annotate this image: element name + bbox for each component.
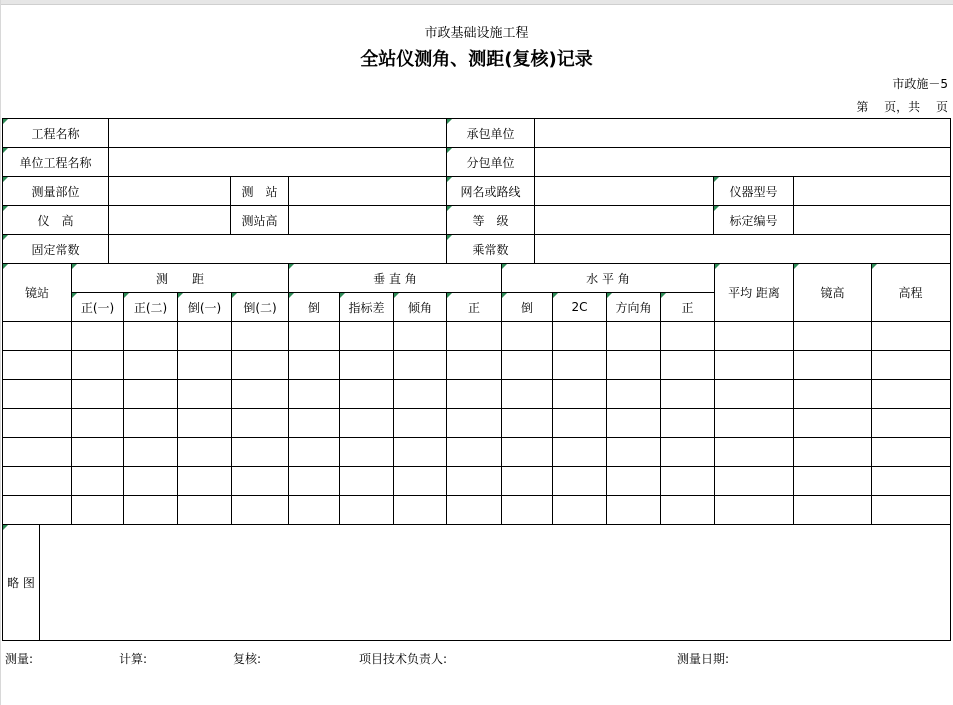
footer-review: 复核: bbox=[233, 652, 262, 666]
table-cell[interactable] bbox=[661, 496, 714, 524]
table-cell[interactable] bbox=[447, 380, 501, 408]
table-cell[interactable] bbox=[794, 496, 871, 524]
table-cell[interactable] bbox=[502, 409, 552, 437]
footer-calculation: 计算: bbox=[119, 652, 148, 666]
table-cell[interactable] bbox=[661, 409, 714, 437]
table-cell[interactable] bbox=[3, 467, 71, 495]
label-sketch: 略 图 bbox=[7, 576, 35, 590]
table-cell[interactable] bbox=[124, 322, 177, 350]
subheader-horizontal-direct: 正 bbox=[681, 300, 694, 315]
table-cell[interactable] bbox=[607, 438, 660, 466]
table-cell[interactable] bbox=[502, 351, 552, 379]
table-cell[interactable] bbox=[3, 496, 71, 524]
grid-line-v bbox=[950, 118, 951, 641]
form-subtitle: 市政基础设施工程 bbox=[424, 26, 529, 41]
table-cell[interactable] bbox=[232, 409, 288, 437]
subheader-distance-face-left-2: 正(二) bbox=[133, 300, 168, 315]
table-cell[interactable] bbox=[661, 380, 714, 408]
input-network-route[interactable] bbox=[535, 178, 713, 205]
table-cell[interactable] bbox=[872, 496, 950, 524]
subheader-horizontal-reverse: 倒 bbox=[520, 300, 533, 315]
table-cell[interactable] bbox=[447, 438, 501, 466]
table-cell[interactable] bbox=[3, 438, 71, 466]
table-cell[interactable] bbox=[715, 380, 793, 408]
table-cell[interactable] bbox=[3, 409, 71, 437]
grid-line-h bbox=[2, 524, 951, 525]
subheader-vertical-direct: 正 bbox=[467, 300, 480, 315]
table-cell[interactable] bbox=[72, 380, 123, 408]
table-cell[interactable] bbox=[72, 351, 123, 379]
table-cell[interactable] bbox=[661, 322, 714, 350]
sketch-area[interactable] bbox=[40, 526, 949, 640]
table-cell[interactable] bbox=[72, 322, 123, 350]
table-cell[interactable] bbox=[502, 380, 552, 408]
table-cell[interactable] bbox=[872, 380, 950, 408]
table-cell[interactable] bbox=[794, 380, 871, 408]
table-cell[interactable] bbox=[715, 467, 793, 495]
table-cell[interactable] bbox=[178, 438, 231, 466]
table-cell[interactable] bbox=[178, 380, 231, 408]
table-cell[interactable] bbox=[502, 467, 552, 495]
table-cell[interactable] bbox=[124, 438, 177, 466]
input-grade[interactable] bbox=[535, 207, 713, 234]
table-cell[interactable] bbox=[289, 467, 339, 495]
header-group-vertical-angle: 垂 直 角 bbox=[373, 271, 417, 286]
table-cell[interactable] bbox=[178, 351, 231, 379]
table-cell[interactable] bbox=[289, 409, 339, 437]
header-elevation: 高程 bbox=[898, 286, 923, 300]
label-fixed-constant: 固定常数 bbox=[31, 242, 80, 257]
table-cell[interactable] bbox=[289, 380, 339, 408]
table-cell[interactable] bbox=[607, 409, 660, 437]
subheader-distance-face-right-1: 倒(一) bbox=[187, 300, 222, 315]
table-cell[interactable] bbox=[340, 380, 393, 408]
table-cell[interactable] bbox=[232, 322, 288, 350]
table-cell[interactable] bbox=[794, 409, 871, 437]
form-title: 全站仪测角、测距(复核)记录 bbox=[360, 49, 593, 70]
label-survey-part: 测量部位 bbox=[31, 184, 80, 199]
table-cell[interactable] bbox=[715, 496, 793, 524]
label-instrument-height: 仪 高 bbox=[37, 213, 74, 228]
subheader-distance-face-left-1: 正(一) bbox=[80, 300, 115, 315]
table-cell[interactable] bbox=[289, 438, 339, 466]
table-cell[interactable] bbox=[553, 322, 606, 350]
table-cell[interactable] bbox=[447, 351, 501, 379]
table-cell[interactable] bbox=[553, 496, 606, 524]
table-cell[interactable] bbox=[394, 380, 446, 408]
table-cell[interactable] bbox=[661, 467, 714, 495]
table-cell[interactable] bbox=[394, 438, 446, 466]
table-cell[interactable] bbox=[715, 351, 793, 379]
table-cell[interactable] bbox=[447, 322, 501, 350]
input-project-name[interactable] bbox=[109, 120, 446, 147]
table-cell[interactable] bbox=[124, 467, 177, 495]
label-contractor: 承包单位 bbox=[466, 126, 515, 141]
table-cell[interactable] bbox=[715, 409, 793, 437]
table-cell[interactable] bbox=[232, 351, 288, 379]
header-average-distance: 平均 距离 bbox=[728, 286, 780, 300]
table-cell[interactable] bbox=[124, 380, 177, 408]
table-cell[interactable] bbox=[394, 496, 446, 524]
table-cell[interactable] bbox=[72, 467, 123, 495]
table-cell[interactable] bbox=[124, 409, 177, 437]
table-cell[interactable] bbox=[553, 380, 606, 408]
input-station-height[interactable] bbox=[289, 207, 446, 234]
table-cell[interactable] bbox=[502, 438, 552, 466]
table-cell[interactable] bbox=[553, 351, 606, 379]
subheader-distance-face-right-2: 倒(二) bbox=[243, 300, 277, 315]
table-cell[interactable] bbox=[447, 409, 501, 437]
header-group-distance: 测 距 bbox=[155, 271, 204, 286]
input-survey-part[interactable] bbox=[109, 178, 230, 205]
footer-surveyor: 测量: bbox=[5, 652, 34, 666]
table-cell[interactable] bbox=[394, 467, 446, 495]
label-instrument-model: 仪器型号 bbox=[729, 184, 778, 199]
table-cell[interactable] bbox=[124, 496, 177, 524]
table-cell[interactable] bbox=[607, 322, 660, 350]
table-cell[interactable] bbox=[553, 409, 606, 437]
header-group-horizontal-angle: 水 平 角 bbox=[586, 271, 630, 286]
input-station[interactable] bbox=[289, 178, 446, 205]
table-cell[interactable] bbox=[394, 409, 446, 437]
table-cell[interactable] bbox=[607, 351, 660, 379]
table-cell[interactable] bbox=[872, 409, 950, 437]
table-cell[interactable] bbox=[178, 322, 231, 350]
table-cell[interactable] bbox=[340, 409, 393, 437]
table-cell[interactable] bbox=[340, 467, 393, 495]
table-cell[interactable] bbox=[3, 351, 71, 379]
table-cell[interactable] bbox=[3, 322, 71, 350]
grid-line-h bbox=[2, 640, 951, 641]
label-grade: 等 级 bbox=[472, 213, 509, 228]
table-cell[interactable] bbox=[340, 438, 393, 466]
table-cell[interactable] bbox=[661, 351, 714, 379]
input-unit-project-name[interactable] bbox=[109, 149, 446, 176]
table-cell[interactable] bbox=[289, 351, 339, 379]
table-cell[interactable] bbox=[872, 351, 950, 379]
input-multiplier-constant[interactable] bbox=[535, 236, 949, 263]
input-fixed-constant[interactable] bbox=[109, 236, 446, 263]
table-cell[interactable] bbox=[178, 496, 231, 524]
table-cell[interactable] bbox=[72, 438, 123, 466]
header-mirror-station: 镜站 bbox=[24, 286, 49, 300]
table-cell[interactable] bbox=[447, 467, 501, 495]
table-cell[interactable] bbox=[72, 409, 123, 437]
table-cell[interactable] bbox=[607, 467, 660, 495]
table-cell[interactable] bbox=[394, 351, 446, 379]
input-instrument-model[interactable] bbox=[794, 178, 949, 205]
label-unit-project-name: 单位工程名称 bbox=[19, 155, 92, 170]
label-subcontractor: 分包单位 bbox=[466, 155, 515, 170]
table-cell[interactable] bbox=[502, 496, 552, 524]
table-cell[interactable] bbox=[232, 467, 288, 495]
label-calibration-no: 标定编号 bbox=[729, 213, 778, 228]
spreadsheet-left-edge bbox=[0, 0, 1, 705]
header-mirror-height: 镜高 bbox=[820, 286, 845, 300]
table-cell[interactable] bbox=[124, 351, 177, 379]
label-station-height: 测站高 bbox=[241, 213, 278, 228]
table-cell[interactable] bbox=[289, 496, 339, 524]
subheader-vertical-reverse: 倒 bbox=[307, 300, 320, 315]
table-cell[interactable] bbox=[872, 322, 950, 350]
table-cell[interactable] bbox=[794, 438, 871, 466]
table-cell[interactable] bbox=[340, 496, 393, 524]
table-cell[interactable] bbox=[340, 351, 393, 379]
table-cell[interactable] bbox=[394, 322, 446, 350]
table-cell[interactable] bbox=[232, 496, 288, 524]
input-calibration-no[interactable] bbox=[794, 207, 949, 234]
table-cell[interactable] bbox=[289, 322, 339, 350]
table-cell[interactable] bbox=[553, 438, 606, 466]
table-cell[interactable] bbox=[340, 322, 393, 350]
table-cell[interactable] bbox=[72, 496, 123, 524]
table-cell[interactable] bbox=[607, 496, 660, 524]
table-cell[interactable] bbox=[447, 496, 501, 524]
table-cell[interactable] bbox=[553, 467, 606, 495]
table-cell[interactable] bbox=[872, 438, 950, 466]
subheader-vertical-index-error: 指标差 bbox=[348, 300, 385, 315]
label-multiplier-constant: 乘常数 bbox=[472, 242, 509, 257]
label-station: 测 站 bbox=[241, 184, 278, 199]
input-subcontractor[interactable] bbox=[535, 149, 949, 176]
input-instrument-height[interactable] bbox=[109, 207, 230, 234]
table-cell[interactable] bbox=[3, 380, 71, 408]
subheader-vertical-inclination: 倾角 bbox=[407, 300, 432, 315]
table-cell[interactable] bbox=[607, 380, 660, 408]
form-code: 市政施－5 bbox=[892, 77, 948, 91]
spreadsheet-column-strip bbox=[0, 0, 953, 5]
subheader-horizontal-azimuth: 方向角 bbox=[615, 300, 652, 315]
page-info: 第 页，共 页 bbox=[856, 100, 948, 114]
table-cell[interactable] bbox=[178, 409, 231, 437]
footer-tech-lead: 项目技术负责人: bbox=[359, 652, 448, 666]
table-cell[interactable] bbox=[178, 467, 231, 495]
table-cell[interactable] bbox=[715, 438, 793, 466]
footer-survey-date: 测量日期: bbox=[677, 652, 730, 666]
label-network-route: 网名或路线 bbox=[460, 184, 521, 199]
table-cell[interactable] bbox=[794, 351, 871, 379]
label-project-name: 工程名称 bbox=[31, 126, 80, 141]
table-cell[interactable] bbox=[502, 322, 552, 350]
table-cell[interactable] bbox=[872, 467, 950, 495]
table-cell[interactable] bbox=[661, 438, 714, 466]
table-cell[interactable] bbox=[232, 438, 288, 466]
table-cell[interactable] bbox=[232, 380, 288, 408]
table-cell[interactable] bbox=[794, 467, 871, 495]
table-cell[interactable] bbox=[794, 322, 871, 350]
subheader-horizontal-2c: 2C bbox=[571, 300, 588, 314]
table-cell[interactable] bbox=[715, 322, 793, 350]
input-contractor[interactable] bbox=[535, 120, 949, 147]
